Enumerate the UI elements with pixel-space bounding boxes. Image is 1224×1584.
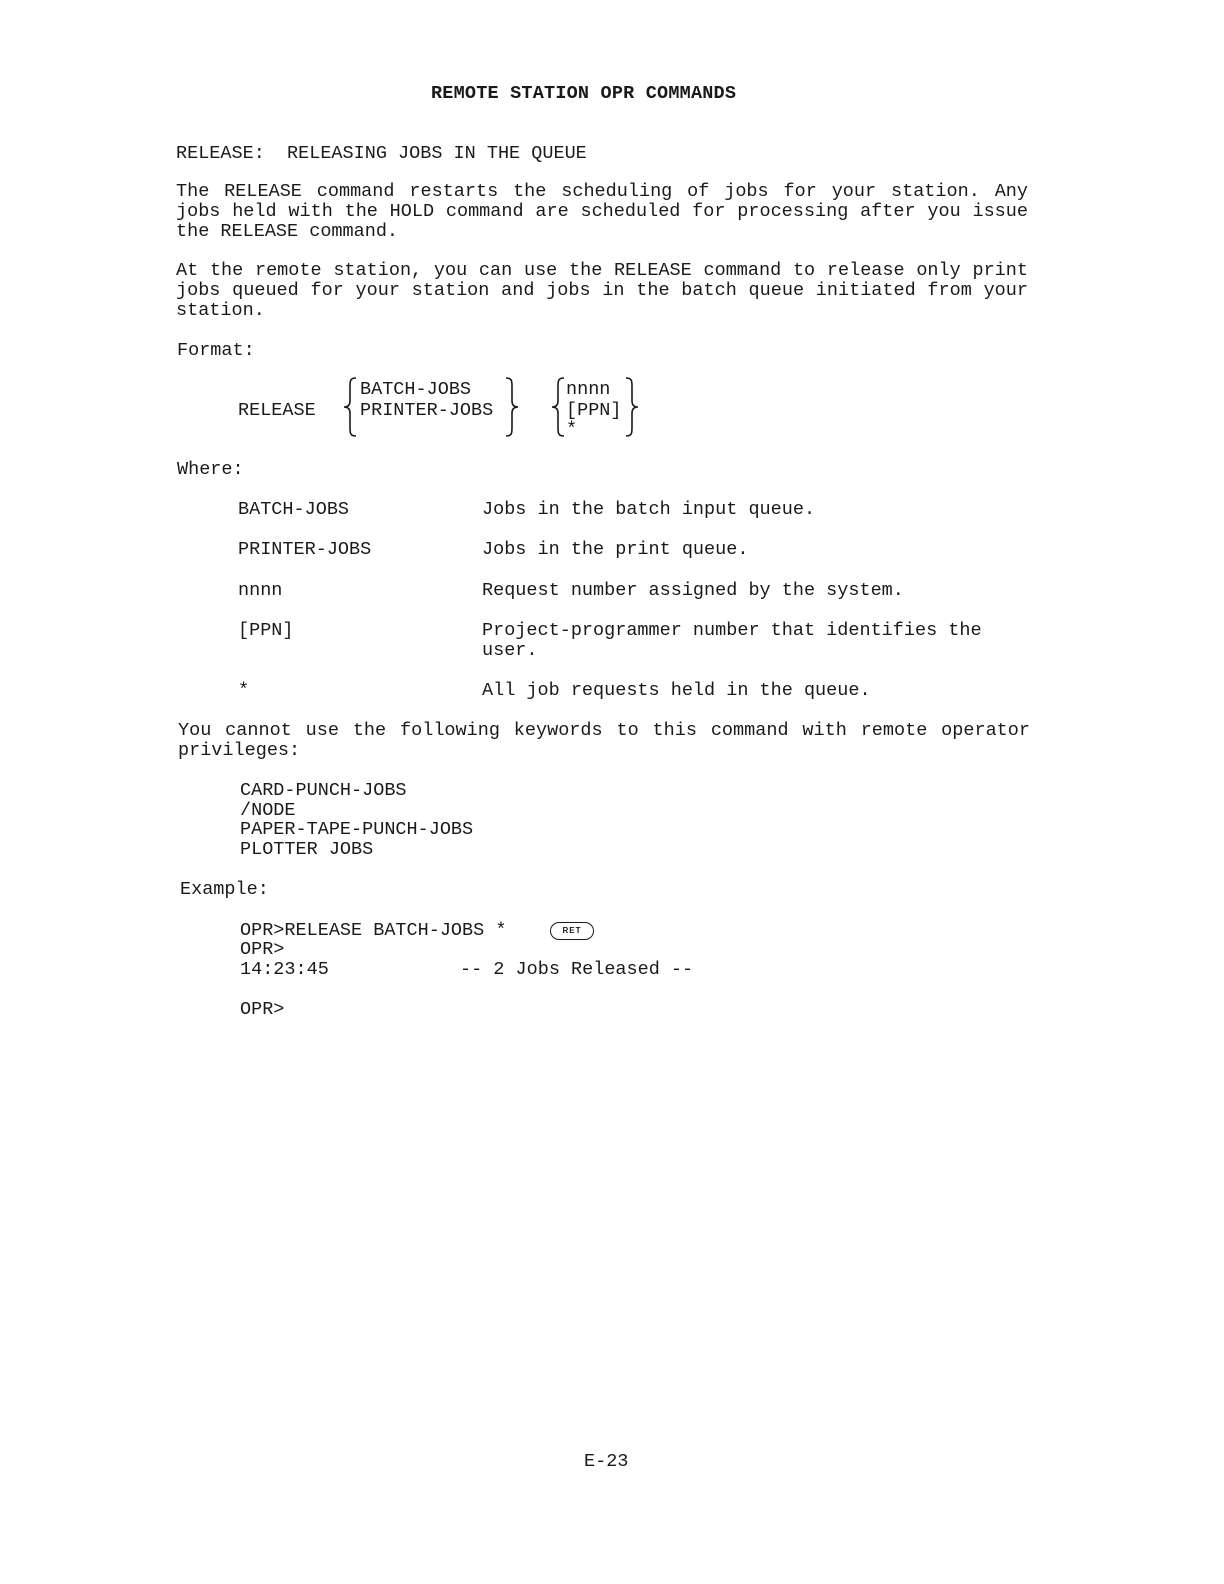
- restricted-keyword: PAPER-TAPE-PUNCH-JOBS: [240, 819, 474, 840]
- return-key-icon: RET: [550, 922, 594, 940]
- option-printer-jobs: PRINTER-JOBS: [360, 400, 494, 421]
- left-brace-group1: [342, 377, 358, 437]
- right-brace-group2: [624, 377, 640, 437]
- where-description: Jobs in the print queue.: [482, 539, 749, 560]
- section-heading: RELEASE: RELEASING JOBS IN THE QUEUE: [176, 143, 587, 164]
- option-asterisk: *: [566, 419, 578, 440]
- example-prompt: OPR>: [240, 999, 285, 1020]
- page-title: REMOTE STATION OPR COMMANDS: [431, 83, 737, 104]
- where-term: PRINTER-JOBS: [238, 539, 372, 560]
- where-term: BATCH-JOBS: [238, 499, 350, 520]
- where-description: All job requests held in the queue.: [482, 680, 871, 701]
- example-label: Example:: [180, 879, 269, 900]
- option-batch-jobs: BATCH-JOBS: [360, 379, 472, 400]
- where-label: Where:: [177, 459, 244, 480]
- where-term: *: [238, 680, 250, 701]
- restricted-keyword: /NODE: [240, 800, 296, 821]
- where-description: Request number assigned by the system.: [482, 580, 904, 601]
- page-number: E-23: [584, 1451, 629, 1472]
- example-command-line: OPR>RELEASE BATCH-JOBS *: [240, 920, 518, 941]
- example-message: -- 2 Jobs Released --: [460, 959, 694, 980]
- format-command: RELEASE: [238, 400, 316, 421]
- format-label: Format:: [177, 340, 255, 361]
- example-time: 14:23:45: [240, 959, 329, 980]
- where-description: Jobs in the batch input queue.: [482, 499, 816, 520]
- intro-paragraph: The RELEASE command restarts the scheduling of jobs for your station. Any jobs held with the HOLD command are scheduled for processing after you issue the RELEASE command.: [176, 181, 1028, 242]
- where-term: nnnn: [238, 580, 283, 601]
- remote-station-paragraph: At the remote station, you can use the RELEASE command to release only print jobs queued for your station and jobs in the batch queue initiated from your station.: [176, 260, 1028, 321]
- left-brace-group2: [550, 377, 566, 437]
- where-description: Project-programmer number that identifies the user.: [482, 620, 982, 661]
- restriction-paragraph: You cannot use the following keywords to this command with remote operator privileges:: [178, 720, 1030, 761]
- restricted-keyword: PLOTTER JOBS: [240, 839, 374, 860]
- option-ppn: [PPN]: [566, 400, 622, 421]
- restricted-keyword: CARD-PUNCH-JOBS: [240, 780, 407, 801]
- where-term: [PPN]: [238, 620, 294, 641]
- right-brace-group1: [504, 377, 520, 437]
- example-prompt: OPR>: [240, 939, 285, 960]
- option-nnnn: nnnn: [566, 379, 611, 400]
